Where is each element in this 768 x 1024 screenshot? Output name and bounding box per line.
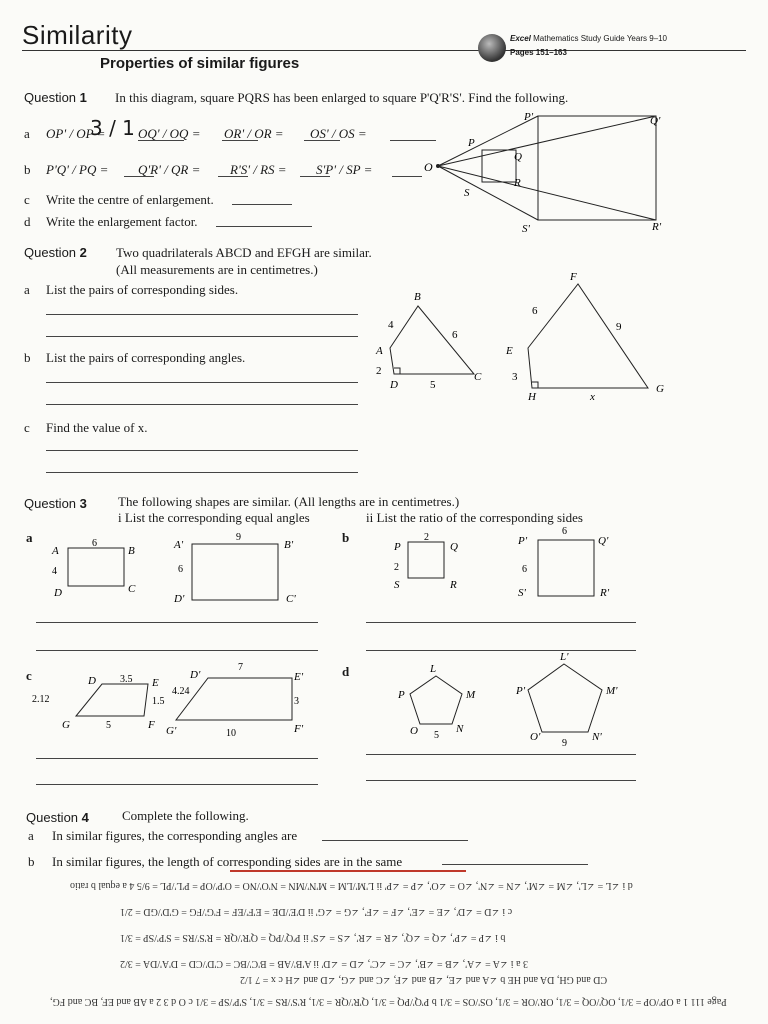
q3-d-line-2[interactable] xyxy=(366,780,636,781)
q3d-P: P xyxy=(398,689,405,701)
guide-reference xyxy=(510,34,667,43)
q3c-D-prime: D' xyxy=(190,669,201,681)
q1-a-item-2: OQ' / OQ = xyxy=(138,126,201,141)
q3-b-line-1[interactable] xyxy=(366,622,636,623)
q3-text: The following shapes are similar. (All lengths are in centimetres.) xyxy=(118,494,460,509)
q3-c-line-1[interactable] xyxy=(36,758,318,759)
label-P-prime: P' xyxy=(524,111,534,123)
q2-dc-side: 5 xyxy=(430,379,436,391)
q3d-N-prime: N' xyxy=(592,731,602,743)
q2-b-line-2[interactable] xyxy=(46,404,358,405)
label-S: S xyxy=(464,187,470,199)
q3c-E: E xyxy=(152,677,159,689)
q1-text: In this diagram, square PQRS has been enlarged to square P'Q'R'S'. Find the following. xyxy=(115,90,569,105)
q3a-A: A xyxy=(52,545,59,557)
answer-line-5: c i ∠D = ∠D', ∠E = ∠E', ∠F = ∠F', ∠G = ∠G' ii D'E'/DE = E'F'/EF = F'G'/FG = G'D'/GD = 2/1 xyxy=(120,906,513,917)
q2-D: D xyxy=(390,379,398,391)
q1-b-item-2: Q'R' / QR = xyxy=(138,162,201,177)
q2-G: G xyxy=(656,383,664,395)
q3b-P-prime: P' xyxy=(518,535,528,547)
label-Q-prime: Q' xyxy=(650,115,661,127)
q2-b-label: b xyxy=(24,350,31,365)
q3-b-label: b xyxy=(342,530,350,545)
q3b-Q: Q xyxy=(450,541,458,553)
q2-b-text: List the pairs of corresponding angles. xyxy=(46,350,246,365)
q2-bc-side: 6 xyxy=(452,329,458,341)
q2-A: A xyxy=(376,345,383,357)
q3a-D: D xyxy=(54,587,62,599)
answer-line-1: Page 111 1 a OP'/OP = 3/1, OQ'/OQ = 3/1, OR'/OR = 3/1, OS'/OS = 3/1 b P'Q'/PQ = 3/1, Q'R'/QR = 3/1, R'S'/RS = 3/1, S'P'/SP = 3/1 c O d 3 2 a AB and EF, BC and FG, xyxy=(50,996,727,1007)
q3d-L: L xyxy=(430,663,437,675)
red-underline-mark xyxy=(230,870,466,872)
label-R: R xyxy=(514,177,521,189)
q3-number: 3 xyxy=(79,496,87,511)
q2-a-label: a xyxy=(24,282,30,297)
q1-c-answer-line[interactable] xyxy=(232,204,292,205)
q3a-prime-height: 6 xyxy=(178,564,183,575)
answer-line-3: 3 a i ∠A = ∠A', ∠B = ∠B', ∠C = ∠C', ∠D = ∠D' ii A'B'/AB = B'C'/BC = C'D'/CD = D'A'/DA = 3/2 xyxy=(120,958,528,969)
q4-a-text: In similar figures, the corresponding angles are xyxy=(52,828,298,843)
q2-a-line-2[interactable] xyxy=(46,336,358,337)
q4-b-answer-line[interactable] xyxy=(442,864,588,865)
q1-a-item-4: OS' / OS = xyxy=(310,126,367,141)
answer-line-4: b i ∠P = ∠P', ∠Q = ∠Q', ∠R = ∠R', ∠S = ∠S' ii P'Q'/PQ = Q'R'/QR = R'S'/RS = S'P'/SP = 3/1 xyxy=(120,932,506,943)
q2-eh-side: 3 xyxy=(512,371,518,383)
label-P: P xyxy=(468,137,475,149)
q2-label xyxy=(24,245,87,260)
q3-a-line-2[interactable] xyxy=(36,650,318,651)
q3c-prime-left: 4.24 xyxy=(172,686,190,697)
guide-text: Mathematics Study Guide Years 9–10 xyxy=(533,34,667,43)
q3b-S-prime: S' xyxy=(518,587,526,599)
q2-B: B xyxy=(414,291,421,303)
q3-d-line-1[interactable] xyxy=(366,754,636,755)
q2-a-text: List the pairs of corresponding sides. xyxy=(46,282,239,297)
q3-d-label: d xyxy=(342,664,350,679)
q1-label-text: Question xyxy=(24,90,77,105)
q3d-M-prime: M' xyxy=(606,685,618,697)
q3a-height: 4 xyxy=(52,566,57,577)
q2-C: C xyxy=(474,371,482,383)
q3a-prime-width: 9 xyxy=(236,532,241,543)
q3d-prime-side: 9 xyxy=(562,738,567,749)
q3a-C-prime: C' xyxy=(286,593,296,605)
handwritten-answer: 3 / 1 xyxy=(90,116,135,140)
page-title: Similarity xyxy=(22,20,133,50)
q3c-G: G xyxy=(62,719,70,731)
q1-label xyxy=(24,90,87,105)
q3c-prime-right: 3 xyxy=(294,696,299,707)
q3b-prime-width: 6 xyxy=(562,526,567,537)
q2-b-line-1[interactable] xyxy=(46,382,358,383)
q1-a-item-1: OP' / OP = xyxy=(46,126,106,141)
guide-pages: Pages 151–163 xyxy=(510,48,567,57)
q3-a-rectangles xyxy=(30,528,330,604)
q2-ef-side: 6 xyxy=(532,305,538,317)
q4-text: Complete the following. xyxy=(122,808,249,823)
q2-E: E xyxy=(506,345,513,357)
q1-b-label: b xyxy=(24,162,31,177)
q4-b-label: b xyxy=(28,854,35,869)
q1-b-item-4: S'P' / SP = xyxy=(316,162,373,177)
q3d-O-prime: O' xyxy=(530,731,541,743)
q2-hg-side: x xyxy=(590,391,595,403)
q3-d-pentagons xyxy=(380,650,640,750)
q4-label-text: Question xyxy=(26,810,79,825)
q3c-prime-top: 7 xyxy=(238,662,243,673)
q3c-bottom: 5 xyxy=(106,720,111,731)
q2-c-line-2[interactable] xyxy=(46,472,358,473)
q3c-right: 1.5 xyxy=(152,696,165,707)
q3-label xyxy=(24,496,87,511)
q2-c-text: Find the value of x. xyxy=(46,420,148,435)
excel-logo-icon xyxy=(478,34,506,62)
q3c-top: 3.5 xyxy=(120,674,133,685)
q3b-Q-prime: Q' xyxy=(598,535,609,547)
q2-ad-side: 2 xyxy=(376,365,382,377)
q3c-D: D xyxy=(88,675,96,687)
answer-line-2: CD and GH, DA and HE b ∠A and ∠E, ∠B and ∠F, ∠C and ∠G, ∠D and ∠H c x = 7 1/2 xyxy=(240,974,608,985)
q1-d-answer-line[interactable] xyxy=(216,226,312,227)
q2-H: H xyxy=(528,391,536,403)
q3b-S: S xyxy=(394,579,400,591)
label-R-prime: R' xyxy=(652,221,662,233)
q3c-left: 2.12 xyxy=(32,694,50,705)
q3b-height: 2 xyxy=(394,562,399,573)
guide-brand: Excel xyxy=(510,34,531,43)
q1-c-label: c xyxy=(24,192,30,207)
q3d-N: N xyxy=(456,723,464,735)
title-rule xyxy=(22,50,746,51)
answer-line-6: d i ∠L = ∠L', ∠M = ∠M', ∠N = ∠N', ∠O = ∠O', ∠P = ∠P' ii L'M'/LM = M'N'/MN = N'O'/NO = O'P'/OP = P'L'/PL = 9/5 4 a equal b ratio xyxy=(70,880,633,891)
q3a-B-prime: B' xyxy=(284,539,294,551)
label-O: O xyxy=(424,160,433,174)
page-subtitle: Properties of similar figures xyxy=(100,55,300,72)
q4-b-text: In similar figures, the length of corresponding sides are in the same xyxy=(52,854,403,869)
q4-a-answer-line[interactable] xyxy=(322,840,468,841)
q3c-F-prime: F' xyxy=(294,723,304,735)
q1-b-blank-4[interactable] xyxy=(392,176,422,177)
q2-ab-side: 4 xyxy=(388,319,394,331)
q3-c-trapeziums xyxy=(30,660,330,740)
q3d-M: M xyxy=(466,689,476,701)
q2-label-text: Question xyxy=(24,245,77,260)
q1-number: 1 xyxy=(79,90,87,105)
q2-F: F xyxy=(570,271,577,283)
q2-c-line-1[interactable] xyxy=(46,450,358,451)
q1-d-label: d xyxy=(24,214,31,229)
label-S-prime: S' xyxy=(522,223,530,235)
q3d-O: O xyxy=(410,725,418,737)
q3-b-squares xyxy=(380,522,640,604)
q2-quadrilaterals xyxy=(360,271,680,404)
q2-number: 2 xyxy=(79,245,87,260)
q3-label-text: Question xyxy=(24,496,77,511)
q1-b-item-1: P'Q' / PQ = xyxy=(46,162,109,177)
q3a-C: C xyxy=(128,583,136,595)
q1-d-text: Write the enlargement factor. xyxy=(46,214,198,229)
q3b-R: R xyxy=(450,579,457,591)
q3-c-label: c xyxy=(26,668,32,683)
q2-text-1: Two quadrilaterals ABCD and EFGH are similar. xyxy=(116,245,372,260)
q3a-width: 6 xyxy=(92,538,97,549)
q3-c-line-2[interactable] xyxy=(36,784,318,785)
q4-label xyxy=(26,810,89,825)
q2-c-label: c xyxy=(24,420,30,435)
q3c-G-prime: G' xyxy=(166,725,177,737)
q3-sub-ii: ii List the ratio of the corresponding sides xyxy=(366,510,583,525)
q3d-P-prime: P' xyxy=(516,685,526,697)
q4-a-label: a xyxy=(28,828,34,843)
q3-sub-i: i List the corresponding equal angles xyxy=(118,510,310,525)
q4-number: 4 xyxy=(81,810,89,825)
q1-a-item-3: OR' / OR = xyxy=(224,126,284,141)
q3d-side: 5 xyxy=(434,730,439,741)
q3c-E-prime: E' xyxy=(294,671,304,683)
q3a-B: B xyxy=(128,545,135,557)
q3b-R-prime: R' xyxy=(600,587,610,599)
q3c-prime-bottom: 10 xyxy=(226,728,236,739)
q3-a-line-1[interactable] xyxy=(36,622,318,623)
q1-b-item-3: R'S' / RS = xyxy=(230,162,287,177)
q2-text-2: (All measurements are in centimetres.) xyxy=(116,262,318,277)
q1-enlargement-diagram xyxy=(420,108,680,236)
q3d-L-prime: L' xyxy=(560,651,569,663)
q1-c-text: Write the centre of enlargement. xyxy=(46,192,214,207)
q3a-D-prime: D' xyxy=(174,593,185,605)
q3b-width: 2 xyxy=(424,532,429,543)
q3a-A-prime: A' xyxy=(174,539,184,551)
q2-a-line-1[interactable] xyxy=(46,314,358,315)
q1-a-label: a xyxy=(24,126,30,141)
q3c-F: F xyxy=(148,719,155,731)
q3b-prime-height: 6 xyxy=(522,564,527,575)
q3b-P: P xyxy=(394,541,401,553)
q3-a-label: a xyxy=(26,530,33,545)
q2-fg-side: 9 xyxy=(616,321,622,333)
label-Q: Q xyxy=(514,151,522,163)
